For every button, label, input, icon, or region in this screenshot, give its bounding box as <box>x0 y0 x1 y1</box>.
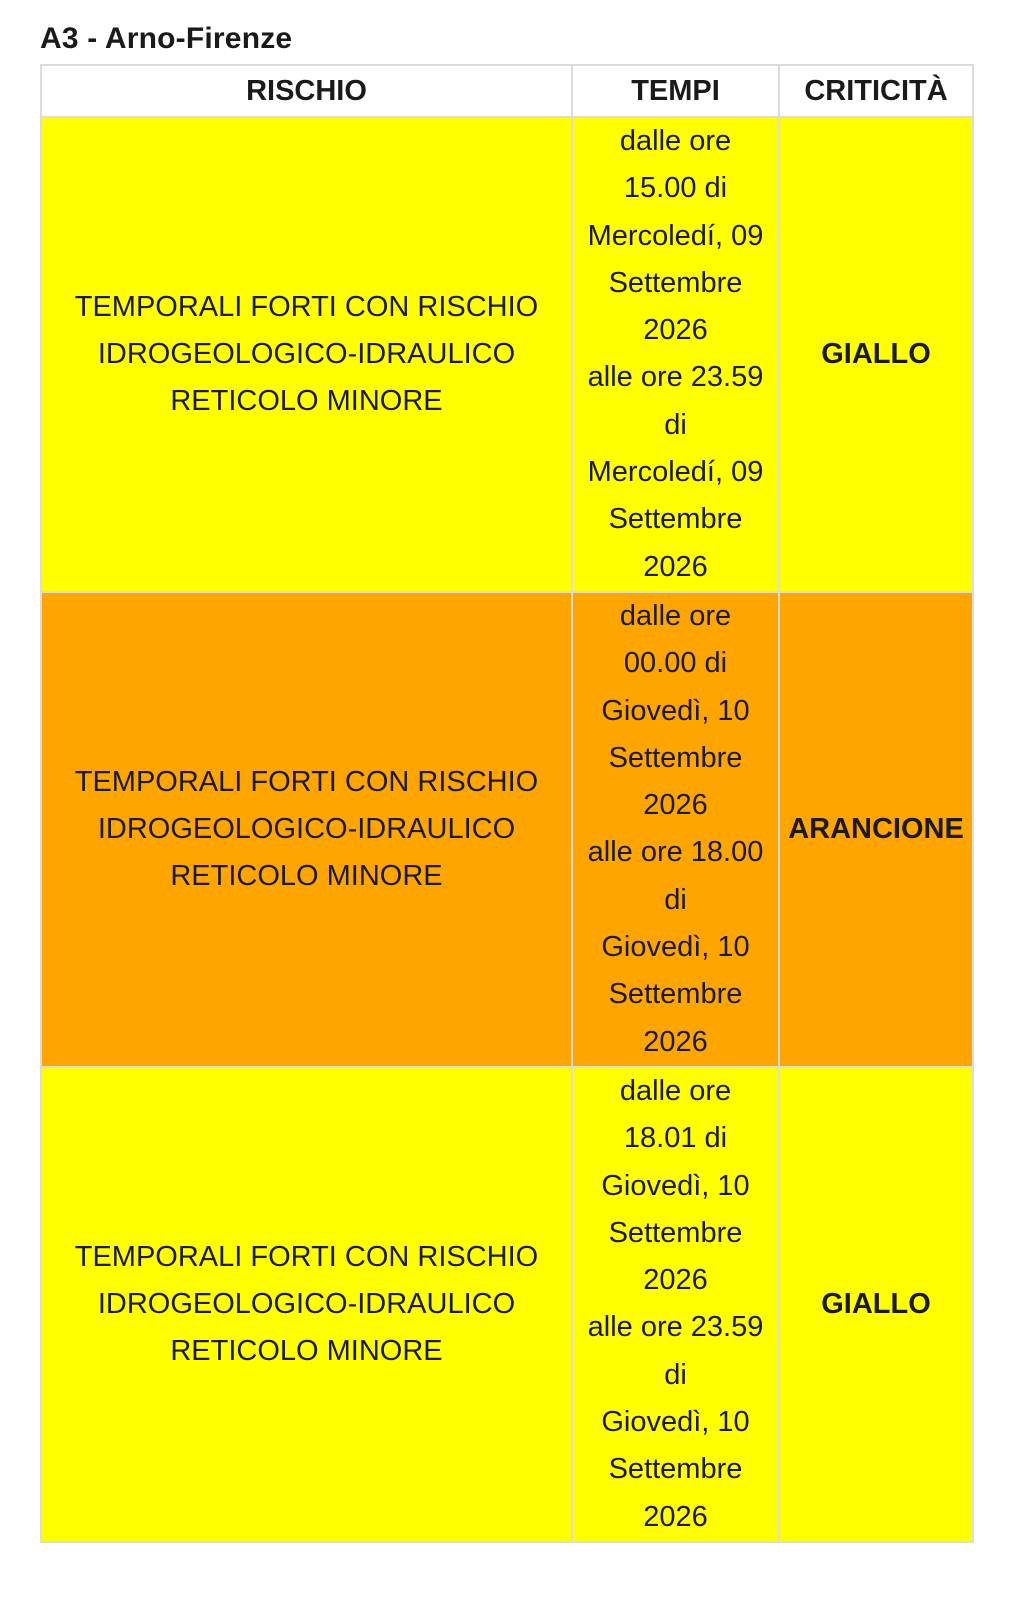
tempi-line: Giovedì, 10 <box>601 1406 750 1439</box>
rischio-line: TEMPORALI FORTI CON RISCHIO <box>74 765 539 798</box>
rischio-line: RETICOLO MINORE <box>170 1334 443 1367</box>
tempi-line: di <box>664 1358 687 1391</box>
tempi-line: dalle ore <box>619 1074 732 1107</box>
tempi-line: di <box>664 883 687 916</box>
tempi-line: Giovedì, 10 <box>601 1169 750 1202</box>
tempi-line: 15.00 di <box>623 172 728 205</box>
alert-table <box>40 64 974 1543</box>
zone-title: A3 - Arno-Firenze <box>40 22 293 55</box>
criticita-level: GIALLO <box>779 1067 973 1542</box>
tempi-line: Giovedì, 10 <box>601 931 750 964</box>
rischio-cell <box>41 117 572 592</box>
tempi-line: Settembre <box>608 1216 743 1249</box>
table-header-row <box>41 65 973 117</box>
tempi-cell <box>572 1067 779 1542</box>
tempi-line: dalle ore <box>619 599 732 632</box>
rischio-line: TEMPORALI FORTI CON RISCHIO <box>74 290 539 323</box>
criticita-level: GIALLO <box>779 117 973 592</box>
tempi-line: dalle ore <box>619 125 732 157</box>
header-rischio: RISCHIO <box>41 65 572 117</box>
tempi-line: alle ore 23.59 <box>587 1311 764 1344</box>
header-tempi: TEMPI <box>572 65 779 117</box>
tempi-line: di <box>664 408 687 441</box>
tempi-line: Giovedì, 10 <box>601 694 750 727</box>
tempi-line: 18.01 di <box>623 1122 728 1155</box>
tempi-line: alle ore 23.59 <box>587 361 764 394</box>
tempi-line: 2026 <box>643 1264 708 1297</box>
tempi-line: 2026 <box>643 789 708 822</box>
table-row <box>41 117 973 592</box>
table-row <box>41 1067 973 1542</box>
rischio-line: RETICOLO MINORE <box>170 384 443 417</box>
tempi-line: 2026 <box>643 1500 708 1533</box>
rischio-cell <box>41 592 572 1067</box>
rischio-line: IDROGEOLOGICO-IDRAULICO <box>97 812 516 845</box>
tempi-line: Mercoledí, 09 <box>587 219 764 252</box>
tempi-line: Settembre <box>608 1453 743 1486</box>
rischio-line: IDROGEOLOGICO-IDRAULICO <box>97 1287 516 1320</box>
tempi-line: Settembre <box>608 503 743 536</box>
tempi-line: 2026 <box>643 314 708 347</box>
tempi-line: Mercoledí, 09 <box>587 456 764 489</box>
rischio-line: TEMPORALI FORTI CON RISCHIO <box>74 1240 539 1273</box>
alert-rows <box>41 117 973 1542</box>
tempi-line: alle ore 18.00 <box>587 836 764 869</box>
tempi-line: 2026 <box>643 1025 708 1058</box>
rischio-line: IDROGEOLOGICO-IDRAULICO <box>97 337 516 370</box>
tempi-line: Settembre <box>608 978 743 1011</box>
tempi-line: Settembre <box>608 741 743 774</box>
tempi-line: Settembre <box>608 266 743 299</box>
table-row <box>41 592 973 1067</box>
header-criticita: CRITICITÀ <box>779 65 973 117</box>
rischio-cell <box>41 1067 572 1542</box>
rischio-line: RETICOLO MINORE <box>170 859 443 892</box>
criticita-level: ARANCIONE <box>779 592 973 1067</box>
tempi-cell <box>572 592 779 1067</box>
tempi-line: 2026 <box>643 550 708 583</box>
tempi-line: 00.00 di <box>623 647 728 680</box>
tempi-cell <box>572 117 779 592</box>
